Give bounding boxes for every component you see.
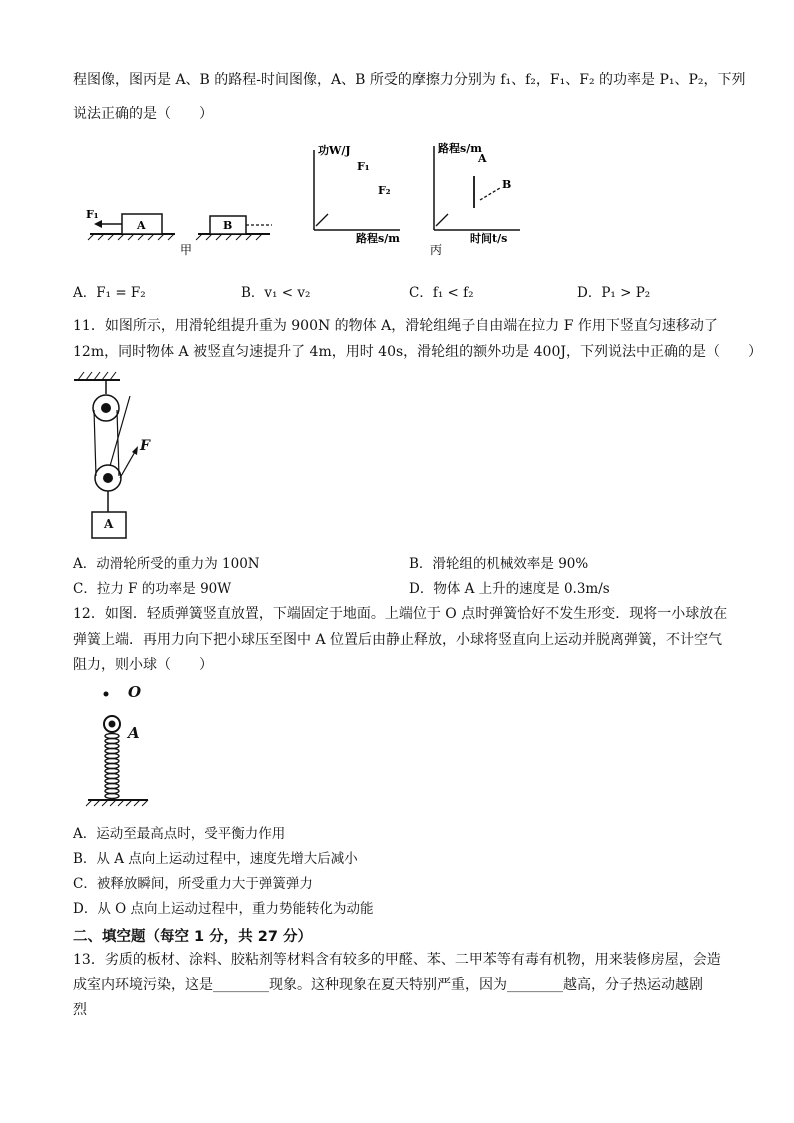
diagram-block-b (196, 216, 272, 240)
q11-option-d[interactable]: D．物体 A 上升的速度是 0.3m/s (409, 581, 610, 597)
q12-option-c[interactable]: C．被释放瞬间，所受重力大于弹簧弹力 (73, 876, 313, 892)
q10-option-c[interactable]: C．f₁ < f₂ (409, 285, 474, 301)
q11-option-b[interactable]: B．滑轮组的机械效率是 90% (409, 556, 589, 572)
q12-option-b[interactable]: B．从 A 点向上运动过程中，速度先增大后减小 (73, 851, 358, 867)
graph-line-a-label: A (478, 152, 487, 165)
force-f1-label: F₁ (86, 208, 99, 221)
diagram-block-a (88, 214, 175, 240)
graph-f1-label: F₁ (357, 160, 370, 173)
work-axis-label: 功W/J (318, 144, 351, 157)
graph-f2-label: F₂ (378, 184, 391, 197)
section-heading: 二、填空题（每空 1 分，共 27 分） (73, 929, 312, 945)
q13-stem-line2: 成室内环境污染，这是________现象。这种现象在夏天特别严重，因为________越高，分子热运动越剧 (73, 977, 703, 993)
q11-stem-line1: 11．如图所示，用滑轮组提升重为 900N 的物体 A，滑轮组绳子自由端在拉力 F 作用下竖直匀速移动了 (73, 318, 718, 334)
graph-line-b-label: B (502, 178, 512, 191)
q12-stem-line2: 弹簧上端．再用力向下把小球压至图中 A 位置后由静止释放，小球将竖直向上运动并脱离弹簧，不计空气 (73, 632, 723, 648)
q11-stem-line2: 12m，同时物体 A 被竖直匀速提升了 4m，用时 40s，滑轮组的额外功是 400J，下列说法中正确的是（ ） (73, 344, 762, 360)
q12-stem-line1: 12．如图．轻质弹簧竖直放置，下端固定于地面。上端位于 O 点时弹簧恰好不发生形变．现将一小球放在 (73, 606, 728, 622)
q12-stem-line3: 阻力，则小球（ ） (73, 657, 213, 673)
q10-option-d[interactable]: D．P₁ > P₂ (577, 285, 651, 301)
q13-stem-line3: 烈 (73, 1002, 87, 1018)
q12-spring-figure (84, 682, 164, 812)
bing-time-axis-label: 时间t/s (470, 232, 508, 245)
bing-distance-axis-label: 路程s/m (438, 142, 482, 155)
point-o-label: O (128, 683, 142, 701)
q11-pulley-figure (70, 366, 170, 546)
fig-bing-label: 丙 (430, 243, 443, 257)
q12-option-d[interactable]: D．从 O 点向上运动过程中，重力势能转化为动能 (73, 901, 374, 917)
q11-option-c[interactable]: C．拉力 F 的功率是 90W (73, 581, 232, 597)
block-a-label: A (137, 219, 146, 232)
distance-axis-label: 路程s/m (356, 232, 400, 245)
q12-option-a[interactable]: A．运动至最高点时，受平衡力作用 (73, 826, 286, 842)
q11-option-a[interactable]: A．动滑轮所受的重力为 100N (73, 556, 260, 572)
q10-option-a[interactable]: A．F₁ = F₂ (73, 285, 146, 301)
q11-force-label: F (140, 438, 150, 454)
q10-stem-line1: 程图像，图丙是 A、B 的路程-时间图像，A、B 所受的摩擦力分别为 f₁、f₂，F₁、F₂ 的功率是 P₁、P₂，下列 (73, 72, 746, 88)
point-a-label: A (128, 724, 140, 742)
block-b-label: B (223, 219, 233, 232)
q10-option-b[interactable]: B．v₁ < v₂ (241, 285, 311, 301)
fig-jia-label: 甲 (180, 243, 193, 257)
q10-stem-line2: 说法正确的是（ ） (73, 106, 213, 122)
q13-stem-line1: 13．劣质的板材、涂料、胶粘剂等材料含有较多的甲醛、苯、二甲苯等有毒有机物，用来装修房屋，会造 (73, 952, 721, 968)
q10-figure (80, 138, 520, 270)
q11-weight-label: A (104, 517, 114, 531)
